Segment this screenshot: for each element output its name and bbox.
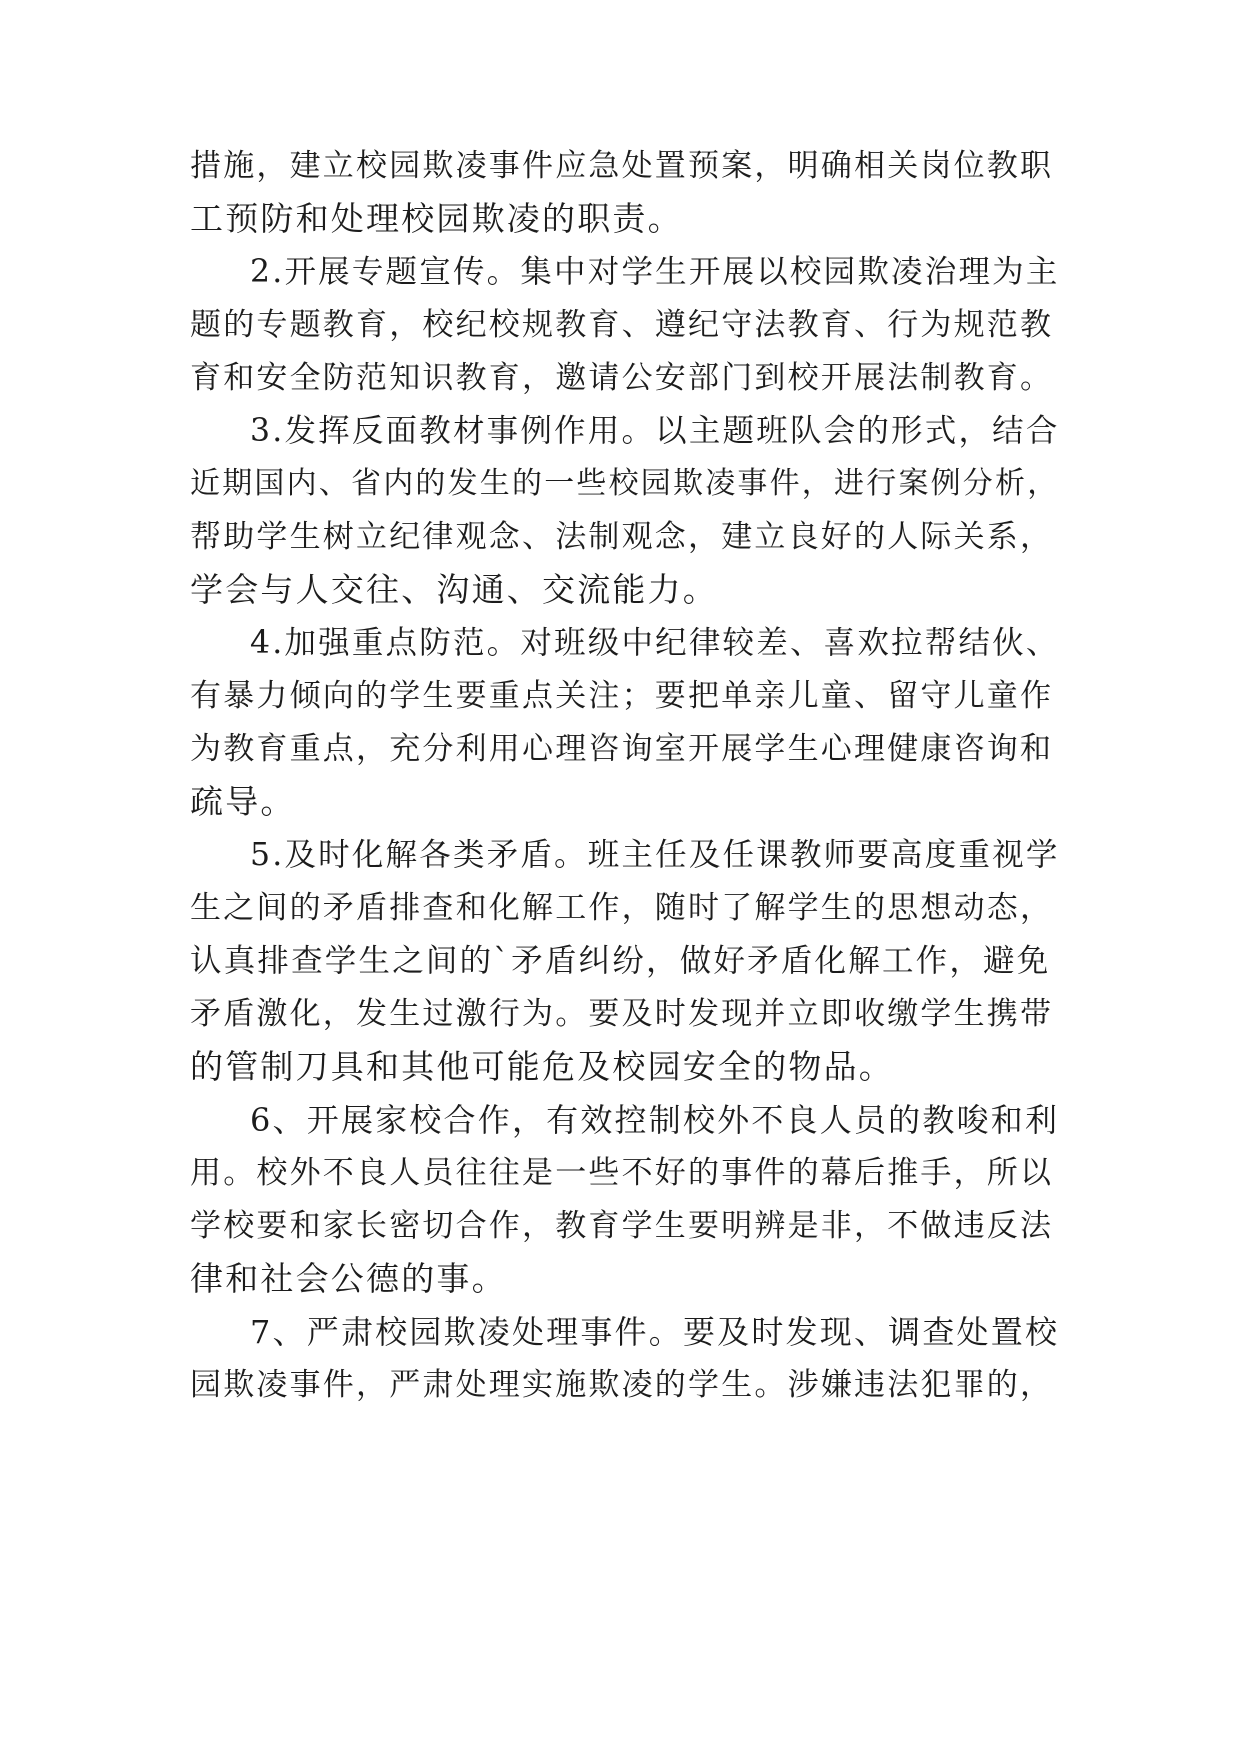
text-line: 认真排查学生之间的`矛盾纠纷，做好矛盾化解工作，避免 [190,943,1051,979]
text-line: 措施，建立校园欺凌事件应急处置预案，明确相关岗位教职 [190,148,1054,184]
text-line: 6、开展家校合作，有效控制校外不良人员的教唆和利 [250,1101,1060,1139]
text-line: 工预防和处理校园欺凌的职责。 [190,199,683,238]
text-line: 7、严肃校园欺凌处理事件。要及时发现、调查处置校 [250,1313,1060,1351]
text-line: 用。校外不良人员往往是一些不好的事件的幕后推手，所以 [190,1155,1054,1191]
text-line: 矛盾激化，发生过激行为。要及时发现并立即收缴学生携带 [190,996,1054,1032]
text-line: 学校要和家长密切合作，教育学生要明辨是非，不做违反法 [190,1208,1054,1244]
text-line: 育和安全防范知识教育，邀请公安部门到校开展法制教育。 [190,360,1054,396]
text-line: 5.及时化解各类矛盾。班主任及任课教师要高度重视学 [250,837,1060,873]
text-line: 学会与人交往、沟通、交流能力。 [190,570,718,609]
text-line: 园欺凌事件，严肃处理实施欺凌的学生。涉嫌违法犯罪的， [190,1367,1054,1403]
text-line: 疏导。 [190,782,296,821]
text-line: 近期国内、省内的发生的一些校园欺凌事件，进行案例分析， [190,466,1060,501]
text-line: 3.发挥反面教材事例作用。以主题班队会的形式，结合 [250,413,1060,449]
text-line: 为教育重点，充分利用心理咨询室开展学生心理健康咨询和 [190,731,1054,767]
text-line: 有暴力倾向的学生要重点关注；要把单亲儿童、留守儿童作 [190,678,1054,714]
text-line: 的管制刀具和其他可能危及校园安全的物品。 [190,1047,894,1086]
text-line: 帮助学生树立纪律观念、法制观念，建立良好的人际关系， [190,519,1054,555]
text-line: 4.加强重点防范。对班级中纪律较差、喜欢拉帮结伙、 [250,625,1060,661]
text-line: 生之间的矛盾排查和化解工作，随时了解学生的思想动态， [190,890,1054,926]
text-line: 2.开展专题宣传。集中对学生开展以校园欺凌治理为主 [250,254,1060,290]
text-line: 题的专题教育，校纪校规教育、遵纪守法教育、行为规范教 [190,307,1054,343]
text-line: 律和社会公德的事。 [190,1259,507,1298]
